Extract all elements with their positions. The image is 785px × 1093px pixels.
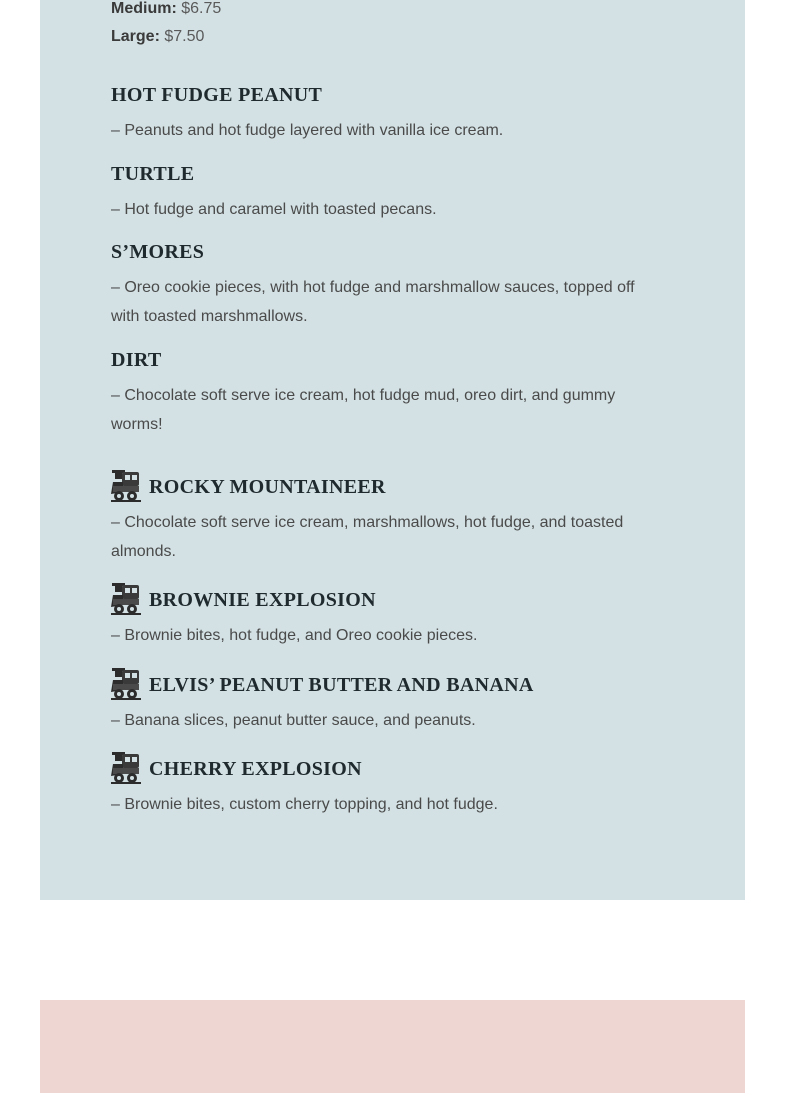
item-title-brownie-explosion: BROWNIE EXPLOSION xyxy=(149,589,376,611)
item-desc-elvis-peanut-butter-banana: – Banana slices, peanut butter sauce, and peanuts. xyxy=(111,712,476,729)
menu-panel xyxy=(40,0,745,900)
size-label: Medium: xyxy=(111,0,177,17)
item-title-turtle: TURTLE xyxy=(111,163,195,185)
item-desc-rocky-mountaineer: – Chocolate soft serve ice cream, marshmallows, hot fudge, and toasted almonds. xyxy=(111,514,624,560)
item-desc-cherry-explosion: – Brownie bites, custom cherry topping, and hot fudge. xyxy=(111,796,498,813)
train-icon xyxy=(111,750,141,784)
item-desc-hot-fudge-peanut: – Peanuts and hot fudge layered with vanilla ice cream. xyxy=(111,122,504,139)
item-desc-brownie-explosion: – Brownie bites, hot fudge, and Oreo cookie pieces. xyxy=(111,627,478,644)
train-icon xyxy=(111,581,141,615)
item-desc-smores: – Oreo cookie pieces, with hot fudge and marshmallow sauces, topped off with toasted marshmallows. xyxy=(111,279,635,325)
size-price: $7.50 xyxy=(164,28,205,45)
item-title-cherry-explosion: CHERRY EXPLOSION xyxy=(149,758,362,780)
size-price: $6.75 xyxy=(181,0,222,17)
train-icon xyxy=(111,666,141,700)
train-icon xyxy=(111,468,141,502)
size-medium xyxy=(111,0,221,18)
item-desc-dirt: – Chocolate soft serve ice cream, hot fudge mud, oreo dirt, and gummy worms! xyxy=(111,387,616,433)
item-title-smores: S’MORES xyxy=(111,241,205,263)
item-desc-turtle: – Hot fudge and caramel with toasted pecans. xyxy=(111,201,437,218)
size-large xyxy=(111,28,204,46)
item-title-rocky-mountaineer: ROCKY MOUNTAINEER xyxy=(149,476,386,498)
item-title-hot-fudge-peanut: HOT FUDGE PEANUT xyxy=(111,84,323,106)
item-title-elvis-peanut-butter-banana: ELVIS’ PEANUT BUTTER AND BANANA xyxy=(149,674,534,696)
size-label: Large: xyxy=(111,28,160,45)
next-section-panel xyxy=(40,1000,745,1093)
item-title-dirt: DIRT xyxy=(111,349,162,371)
